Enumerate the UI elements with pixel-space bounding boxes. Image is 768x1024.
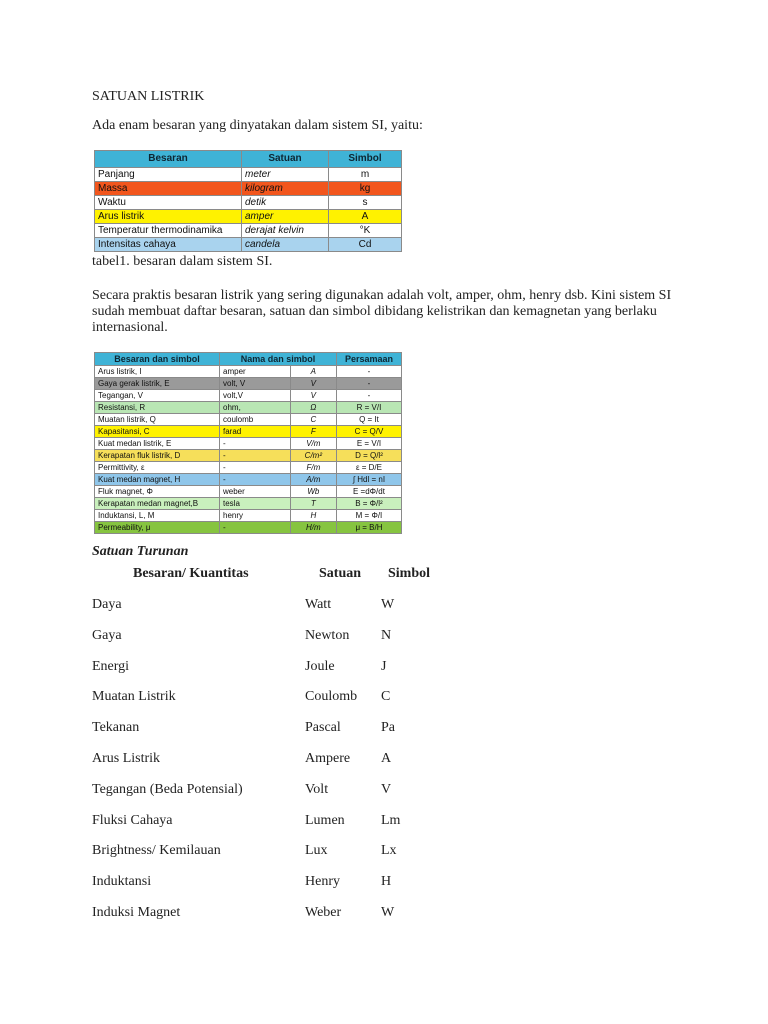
units-unit: Pascal [305, 720, 341, 735]
table2-cell-besaran: Fluk magnet, Φ [95, 486, 220, 498]
table1-row [95, 210, 402, 224]
table2-cell-nama: coulomb [220, 414, 291, 426]
table1-cell-besaran: Arus listrik [95, 210, 242, 224]
units-row [92, 689, 512, 705]
table1-row [95, 238, 402, 252]
table1-cell-satuan: derajat kelvin [242, 224, 329, 238]
table2-cell-simbol: V [290, 390, 336, 402]
table2-cell-besaran: Kuat medan listrik, E [95, 438, 220, 450]
table1-cell-simbol: °K [329, 224, 402, 238]
table2-cell-nama: - [220, 522, 291, 534]
units-row [92, 597, 512, 613]
table2-cell-simbol: C/m² [290, 450, 336, 462]
table2-cell-nama: - [220, 462, 291, 474]
table1-row [95, 168, 402, 182]
table2-cell-besaran: Permeability, μ [95, 522, 220, 534]
table1-header-row [95, 151, 402, 168]
si-base-units-table [94, 150, 402, 252]
table1-cell-satuan: meter [242, 168, 329, 182]
table1-cell-simbol: A [329, 210, 402, 224]
table2-row [95, 390, 402, 402]
table2-cell-simbol: F/m [290, 462, 336, 474]
units-quantity: Energi [92, 659, 130, 674]
table2-row [95, 402, 402, 414]
table2-cell-persamaan: ∫ Hdl = nI [336, 474, 401, 486]
table2-header-nama: Nama dan simbol [220, 353, 337, 366]
table2-cell-simbol: V/m [290, 438, 336, 450]
table2-cell-nama: amper [220, 366, 291, 378]
units-unit: Ampere [305, 751, 351, 766]
table2-cell-nama: ohm, [220, 402, 291, 414]
table2-header-besaran: Besaran dan simbol [95, 353, 220, 366]
units-symbol: Lm [381, 813, 401, 828]
table2-cell-besaran: Gaya gerak listrik, E [95, 378, 220, 390]
table2-header-persamaan: Persamaan [336, 353, 401, 366]
table2-cell-besaran: Kerapatan medan magnet,B [95, 498, 220, 510]
table2-row [95, 366, 402, 378]
table2-cell-nama: volt, V [220, 378, 291, 390]
table1-caption: tabel1. besaran dalam sistem SI. [92, 254, 273, 269]
table2-cell-simbol: V [290, 378, 336, 390]
table1-header-simbol: Simbol [329, 151, 402, 168]
table2-cell-besaran: Induktansi, L, M [95, 510, 220, 522]
units-symbol: Lx [381, 843, 397, 858]
units-unit: Lumen [305, 813, 345, 828]
units-unit: Joule [305, 659, 335, 674]
table2-cell-simbol: C [290, 414, 336, 426]
units-quantity: Induktansi [92, 874, 152, 889]
units-row [92, 905, 512, 921]
units-symbol: J [381, 659, 387, 674]
units-header-quantity: Besaran/ Kuantitas [133, 566, 249, 581]
table1-cell-besaran: Temperatur thermodinamika [95, 224, 242, 238]
table1-header-satuan: Satuan [242, 151, 329, 168]
table2-cell-persamaan: - [336, 390, 401, 402]
units-symbol: W [381, 905, 395, 920]
table2-cell-simbol: H/m [290, 522, 336, 534]
units-quantity: Arus Listrik [92, 751, 161, 766]
table2-cell-nama: weber [220, 486, 291, 498]
table1-cell-simbol: m [329, 168, 402, 182]
units-row [92, 813, 512, 829]
table2-cell-simbol: Wb [290, 486, 336, 498]
table1-row [95, 182, 402, 196]
table2-row [95, 378, 402, 390]
table2-header-row [95, 353, 402, 366]
table1-cell-besaran: Massa [95, 182, 242, 196]
table2-row [95, 450, 402, 462]
units-row [92, 843, 512, 859]
units-row [92, 628, 512, 644]
table2-cell-persamaan: M = Φ/I [336, 510, 401, 522]
units-symbol: Pa [381, 720, 395, 735]
table2-cell-persamaan: - [336, 378, 401, 390]
table2-cell-besaran: Kerapatan fluk listrik, D [95, 450, 220, 462]
table2-row [95, 474, 402, 486]
units-quantity: Brightness/ Kemilauan [92, 843, 221, 858]
electric-magnetic-units-table [94, 352, 402, 534]
units-symbol: V [381, 782, 392, 797]
units-quantity: Daya [92, 597, 122, 612]
units-unit: Volt [305, 782, 329, 797]
table2-cell-simbol: Ω [290, 402, 336, 414]
table2-cell-persamaan: D = Q/l² [336, 450, 401, 462]
table2-cell-persamaan: B = Φ/l² [336, 498, 401, 510]
intro-text: Ada enam besaran yang dinyatakan dalam sistem SI, yaitu: [92, 118, 423, 133]
units-unit: Watt [305, 597, 332, 612]
table2-cell-nama: volt,V [220, 390, 291, 402]
table1-header-besaran: Besaran [95, 151, 242, 168]
table2-cell-simbol: T [290, 498, 336, 510]
table1-row [95, 224, 402, 238]
table2-cell-besaran: Resistansi, R [95, 402, 220, 414]
units-symbol: W [381, 597, 395, 612]
table2-cell-nama: farad [220, 426, 291, 438]
table2-cell-nama: henry [220, 510, 291, 522]
units-unit: Weber [305, 905, 342, 920]
table2-cell-persamaan: R = V/I [336, 402, 401, 414]
units-header-symbol: Simbol [388, 566, 431, 581]
table1-cell-satuan: amper [242, 210, 329, 224]
units-quantity: Gaya [92, 628, 122, 643]
table2-cell-besaran: Muatan listrik, Q [95, 414, 220, 426]
table2-cell-simbol: H [290, 510, 336, 522]
table2-cell-persamaan: μ = B/H [336, 522, 401, 534]
units-symbol: C [381, 689, 391, 704]
table2-cell-besaran: Kapasitansi, C [95, 426, 220, 438]
units-unit: Newton [305, 628, 350, 643]
table2-cell-nama: tesla [220, 498, 291, 510]
units-quantity: Tegangan (Beda Potensial) [92, 782, 243, 797]
table2-row [95, 486, 402, 498]
table2-cell-persamaan: C = Q/V [336, 426, 401, 438]
units-unit: Henry [305, 874, 340, 889]
table2-cell-besaran: Permittivity, ε [95, 462, 220, 474]
table2-cell-persamaan: Q = It [336, 414, 401, 426]
table2-cell-nama: - [220, 438, 291, 450]
table1-cell-besaran: Waktu [95, 196, 242, 210]
section-title: Satuan Turunan [92, 544, 189, 559]
units-quantity: Tekanan [92, 720, 140, 735]
units-quantity: Fluksi Cahaya [92, 813, 173, 828]
table2-cell-simbol: A/m [290, 474, 336, 486]
table1-body [95, 168, 402, 252]
table2-cell-persamaan: E =dΦ/dt [336, 486, 401, 498]
table2-cell-persamaan: - [336, 366, 401, 378]
units-unit: Coulomb [305, 689, 358, 704]
table2-cell-persamaan: E = V/I [336, 438, 401, 450]
page-heading: SATUAN LISTRIK [92, 89, 205, 104]
intro-paragraph: Secara praktis besaran listrik yang sering digunakan adalah volt, amper, ohm, henry dsb. Kini sistem SI sudah membuat daftar besaran, satuan dan simbol dibidang kelistrikan dan kemagnetan yang berlaku internasional. [92, 288, 672, 335]
table2-row [95, 510, 402, 522]
table2-row [95, 414, 402, 426]
table2-cell-persamaan: ε = D/E [336, 462, 401, 474]
table1-cell-simbol: s [329, 196, 402, 210]
table2-cell-besaran: Tegangan, V [95, 390, 220, 402]
units-row [92, 659, 512, 675]
table1-cell-besaran: Panjang [95, 168, 242, 182]
units-row [92, 720, 512, 736]
table1-cell-besaran: Intensitas cahaya [95, 238, 242, 252]
units-row [92, 751, 512, 767]
units-unit: Lux [305, 843, 328, 858]
units-header-unit: Satuan [319, 566, 362, 581]
units-symbol: H [381, 874, 392, 889]
table2-cell-nama: - [220, 450, 291, 462]
table1-cell-satuan: kilogram [242, 182, 329, 196]
table2-row [95, 438, 402, 450]
table2-row [95, 462, 402, 474]
table2-cell-nama: - [220, 474, 291, 486]
units-row [92, 874, 512, 890]
table1-cell-simbol: Cd [329, 238, 402, 252]
table1-cell-simbol: kg [329, 182, 402, 196]
table2-cell-besaran: Kuat medan magnet, H [95, 474, 220, 486]
table2-row [95, 426, 402, 438]
table2-cell-besaran: Arus listrik, I [95, 366, 220, 378]
units-symbol: A [381, 751, 392, 766]
units-header-row [92, 566, 512, 582]
units-quantity: Muatan Listrik [92, 689, 176, 704]
table1-row [95, 196, 402, 210]
units-symbol: N [381, 628, 392, 643]
units-row [92, 782, 512, 798]
units-quantity: Induksi Magnet [92, 905, 181, 920]
table2-cell-simbol: A [290, 366, 336, 378]
table2-row [95, 498, 402, 510]
table1-cell-satuan: detik [242, 196, 329, 210]
table2-body [95, 366, 402, 534]
table2-cell-simbol: F [290, 426, 336, 438]
table1-cell-satuan: candela [242, 238, 329, 252]
table2-row [95, 522, 402, 534]
